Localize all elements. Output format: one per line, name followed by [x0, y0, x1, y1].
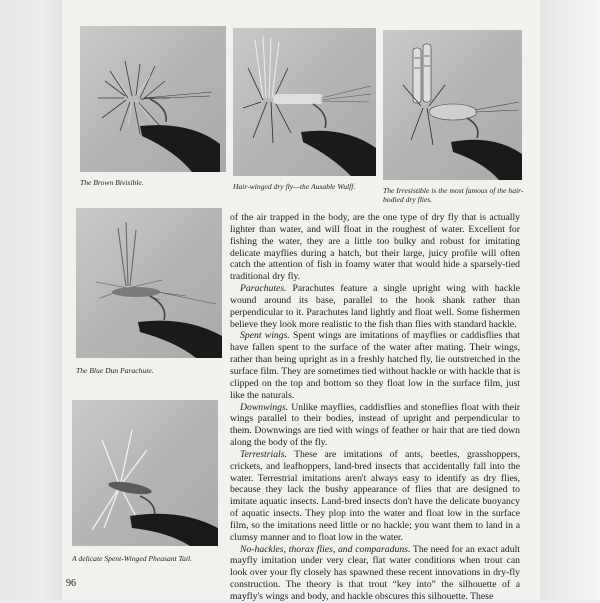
photo-irresistible: [383, 30, 522, 180]
paragraph-heading: Parachutes.: [240, 283, 287, 295]
paragraph-heading: Spent wings.: [240, 330, 290, 342]
paragraph: [230, 330, 520, 401]
caption-brown-bivisible: The Brown Bivisible.: [80, 178, 144, 187]
paragraph-heading: No-hackles, thorax flies, and comparaduns.: [240, 543, 411, 555]
photo-brown-bivisible: [80, 26, 226, 172]
book-gutter: [0, 0, 62, 600]
photo-spent-winged-pheasant-tail: [72, 400, 218, 546]
paragraph: [230, 283, 520, 330]
photo-blue-dun-parachute: [76, 208, 222, 358]
paragraph-text: Parachutes feature a single upright wing with hackle wound around its base, parallel to the hook shank rather than perpendicular to it. Parachutes land lightly and float well. Some fishermen believe they look more realistic to the fish than flies with standard hackle.: [230, 283, 520, 330]
paragraph-text: Spent wings are imitations of mayflies or caddisflies that have fallen spent to the surface of the water after mating. Their wings, rather than being upright as in a freshly hatched fly, lie outstretched in the surface film. They are sometimes tied without hackle or with hackle that is clipped on the top and bottom so they float low in the surface film, just like the naturals.: [230, 330, 520, 401]
fly-illustration: [80, 26, 226, 172]
page-number: 96: [66, 578, 76, 589]
fly-illustration: [233, 28, 376, 176]
paragraph-heading: Downwings.: [240, 401, 289, 413]
paragraph: [230, 449, 520, 544]
photo-ausable-wulff: [233, 28, 376, 176]
caption-blue-dun-parachute: The Blue Dun Parachute.: [76, 366, 154, 375]
paragraph-text: The need for an exact adult mayfly imitation under very clear, flat water conditions when trout can look over your fly closely has spawned these recent innovations in dry-fly construction. The theory is that trout “key into” the silhouette of a mayfly's wings and body, and hackle obscures this silhouette. These: [230, 543, 521, 602]
paragraph: [230, 402, 520, 449]
caption-irresistible: The Irresistible is the most famous of the hair-bodied dry flies.: [383, 186, 524, 204]
paragraph-text: These are imitations of ants, beetles, grasshoppers, crickets, and leafhoppers, land-bred insects that accidentally fall into the water. Terrestrial imitations aren't always easy to identify as dry flies, because they lack the bushy appearance of flies that are designed to imitate aquatic insects. Land-bred insects don't have the delicate buoyancy of aquatic insects. They plop into the water and float low in the surface film, so the imitations need little or no hackle; you want them to land in a clumsy manner and to float low in the water.: [230, 448, 520, 543]
paragraph: [230, 544, 520, 603]
fly-illustration: [72, 400, 218, 546]
fly-illustration: [76, 208, 222, 358]
caption-spent-winged-pheasant-tail: A delicate Spent-Winged Pheasant Tail.: [72, 554, 193, 563]
caption-ausable-wulff: Hair-winged dry fly—the Ausable Wulff.: [233, 182, 356, 191]
paragraph-text: Unlike mayflies, caddisflies and stoneflies float with their wings parallel to their bodies, instead of upright and perpendicular to them. Downwings are tied with wings of feather or hair that are tied down along the body of the fly.: [230, 401, 520, 449]
body-text-column: [230, 212, 520, 603]
paragraph: of the air trapped in the body, are the one type of dry fly that is actually lighter than water, and will float in the roughest of water. Excellent for fishing the water, they are a little too bulky and robust for imitating delicate mayflies during a hatch, but their large, juicy profile will often catch the attention of fish in foamy water that would hide a sparsely-tied traditional dry fly.: [230, 212, 520, 283]
paragraph-heading: Terrestrials.: [240, 448, 287, 460]
fly-illustration: [383, 30, 522, 180]
page-edge: [540, 0, 600, 600]
